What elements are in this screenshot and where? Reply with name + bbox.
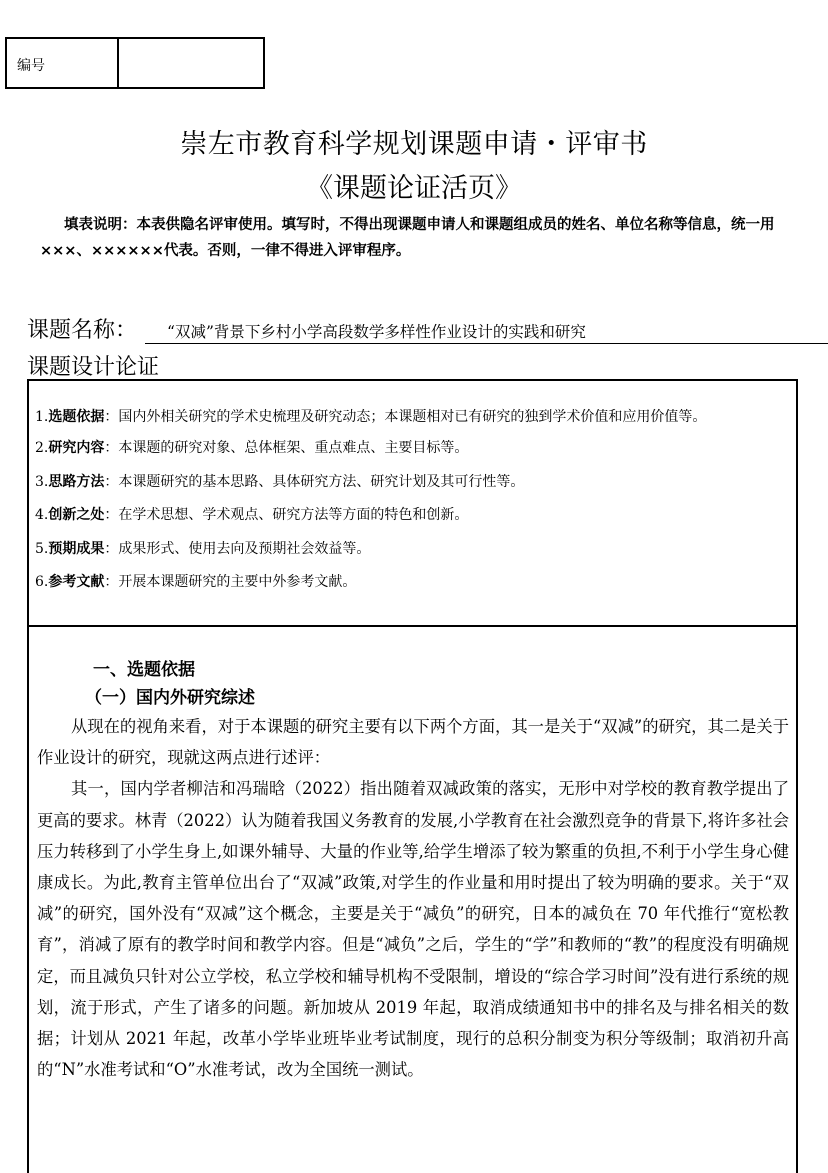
serial-number-box: [5, 37, 265, 89]
document-title: 崇左市教育科学规划课题申请・评审书: [180, 129, 648, 160]
design-argument-box: [27, 379, 798, 1173]
requirement-item: 2.研究内容：本课题的研究对象、总体框架、重点难点、主要目标等。: [35, 440, 469, 456]
topic-name-label: 课题名称：: [27, 318, 138, 343]
section-title: 课题设计论证: [27, 355, 160, 380]
requirement-item: 1.选题依据：国内外相关研究的学术史梳理及研究动态；本课题相对已有研究的独到学术价值和应用价值等。: [35, 409, 707, 425]
paragraph: 从现在的视角来看，对于本课题的研究主要有以下两个方面，其一是关于“双减”的研究，其二是关于作业设计的研究，现就这两点进行述评：: [37, 717, 789, 768]
serial-number-label: 编号: [7, 39, 119, 87]
paragraph: 其一，国内学者柳洁和冯瑞晗（2022）指出随着双减政策的落实，无形中对学校的教育教学提出了更高的要求。林青（2022）认为随着我国义务教育的发展,小学教育在社会激烈竞争的背景下,将许多社会压力转移到了小学生身上,如课外辅导、大量的作业等,给学生增添了较为繁重的负担,不利于小学生身心健康成长。为此,教育主管单位出台了“双减”政策,对学生的作业量和用时提出了较为明确的要求。关于“双减”的研究，国外没有“双减”这个概念，主要是关于“减负”的研究，日本的减负在 70 年代推行“宽松教育”，消减了原有的教学时间和教学内容。但是“减负”之后，学生的“学”和教师的“教”的程度没有明确规定，而且减负只针对公立学校，私立学校和辅导机构不受限制，增设的“综合学习时间”没有进行系统的规划，流于形式，产生了诸多的问题。新加坡从 2019 年起，取消成绩通知书中的排名及与排名相关的数据；计划从 2021 年起，改革小学毕业班毕业考试制度，现行的总积分制变为积分等级制；取消初升高的“N”水准考试和“O”水准考试，改为全国统一测试。: [37, 779, 789, 1080]
serial-number-value[interactable]: [119, 39, 263, 87]
topic-name-value[interactable]: “双减”背景下乡村小学高段数学多样性作业设计的实践和研究: [145, 320, 828, 344]
requirement-item: 3.思路方法：本课题研究的基本思路、具体研究方法、研究计划及其可行性等。: [35, 473, 525, 490]
requirement-item: 5.预期成果：成果形式、使用去向及预期社会效益等。: [35, 540, 371, 557]
review-body: [37, 711, 789, 1085]
requirement-item: 6.参考文献：开展本课题研究的主要中外参考文献。: [35, 574, 357, 590]
requirements-panel: [29, 381, 796, 627]
document-subtitle: 《课题论证活页》: [306, 173, 522, 204]
requirement-item: 4.创新之处：在学术思想、学术观点、研究方法等方面的特色和创新。: [35, 507, 469, 523]
heading-literature-review: （一）国内外研究综述: [85, 688, 255, 708]
topic-name-row: [27, 310, 828, 344]
fill-instructions: 填表说明：本表供隐名评审使用。填写时，不得出现课题申请人和课题组成员的姓名、单位名称等信息，统一用×××、××××××代表。否则，一律不得进入评审程序。: [40, 217, 775, 259]
heading-topic-basis: 一、选题依据: [93, 660, 195, 680]
